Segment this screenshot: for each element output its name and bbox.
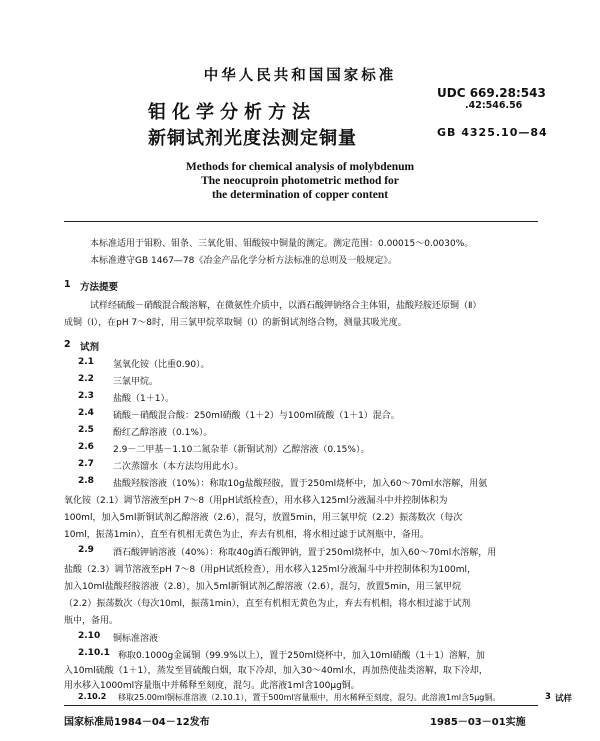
item-text-line: 铜标准溶液 [113, 634, 159, 644]
header-divider [64, 221, 538, 222]
footer-divider [64, 705, 538, 706]
item-text-line: 称取0.1000g金属铜（99.9%以上），置于250ml烧杯中，加入10ml硝酸（1＋1）溶解，加 [118, 651, 485, 661]
item-text-line: 二次蒸馏水（本方法均用此水）。 [113, 462, 244, 472]
item-text-line: 10ml，振荡1min），直至有机相无黄色为止，弃去有机相，将水相过滤于试剂瓶中，备用。 [64, 530, 429, 540]
section-2-title: 试剂 [80, 342, 100, 353]
item-text-line: 2.9－二甲基－1.10二氮杂菲（新铜试剂）乙醇溶液（0.15%）。 [113, 445, 370, 455]
item-text-line: 盐酸（1＋1）。 [113, 394, 174, 404]
udc-code-continued: .42:546.56 [465, 100, 523, 111]
gb-code: GB 4325.10—84 [437, 126, 548, 139]
title-line-1: 钼化学分析方法 [148, 102, 316, 123]
item-number: 2.6 [78, 442, 94, 452]
item-number: 2.3 [78, 391, 94, 401]
title-line-2: 新铜试剂光度法测定铜量 [148, 128, 357, 149]
item-number: 2.7 [78, 459, 94, 469]
english-title-line-2: The neocuproin photometric method for [201, 175, 399, 187]
udc-code: UDC 669.28:543 [437, 86, 546, 100]
intro-scope: 本标准适用于钼粉、钼条、三氧化钼、钼酸铵中铜量的测定。测定范围：0.00015～0.0030%。 [90, 239, 474, 249]
item-text-line: 酒石酸钾钠溶液（40%）：称取40g酒石酸钾钠，置于250ml烧杯中，加入60～70ml水溶解，用 [113, 548, 497, 558]
item-text-line: 氢氧化铵（比重0.90）。 [113, 360, 210, 370]
item-text-line: 移取25.00ml铜标准溶液（2.10.1），置于500ml容量瓶中，用水稀释至刻度，混匀。此溶 [118, 693, 438, 702]
item-text-line: 100ml，加入5ml新铜试剂乙醇溶液（2.6），混匀，放置5min，用三氯甲烷（2.2）振荡数次（每次 [64, 513, 463, 523]
item-number: 2.10 [78, 631, 101, 641]
intro-compliance: 本标准遵守GB 1467—78《冶金产品化学分析方法标准的总则及一般规定》。 [90, 256, 397, 266]
item-text-line: 酚红乙醇溶液（0.1%）。 [113, 428, 213, 438]
item-text-line: 盐酸羟胺溶液（10%）：称取10g盐酸羟胺，置于250ml烧杯中，加入60～70ml水溶解，用氨 [113, 479, 488, 489]
section-3-number: 3 [545, 692, 551, 702]
section-2-number: 2 [64, 339, 71, 350]
section-1-title: 方法提要 [80, 282, 119, 293]
section-1-text-line: 试样经硫酸－硝酸混合酸溶解，在微氨性介质中，以酒石酸钾钠络合主体钼，盐酸羟胺还原铜（Ⅱ） [90, 301, 482, 311]
item-text-line: 三氯甲烷。 [113, 377, 159, 387]
issued-date: 国家标准局1984－04－12发布 [64, 717, 210, 728]
english-title-line-1: Methods for chemical analysis of molybdenum [185, 161, 415, 173]
item-text-line: 氧化铵（2.1）调节溶液至pH 7～8（用pH试纸检查），用水移入125ml分液漏斗中并控制体积为 [64, 496, 448, 506]
effective-date: 1985－03－01实施 [430, 717, 526, 728]
item-number: 2.4 [78, 408, 94, 418]
section-3-title: 试样 [555, 694, 573, 704]
item-text-line: 用水移入1000ml容量瓶中并稀释至刻度，混匀。此溶液1ml含100μg铜。 [64, 681, 360, 691]
section-1-number: 1 [64, 279, 71, 290]
item-text-line: 盐酸（2.3）调节溶液至pH 7～8（用pH试纸检查），用水移入125ml分液漏斗中并控制体积为100ml， [64, 565, 476, 575]
item-text-line: 加入10ml盐酸羟胺溶液（2.8），加入5ml新铜试剂乙醇溶液（2.6），混匀，放置5min，用三氯甲烷 [64, 582, 462, 592]
item-number: 2.9 [78, 545, 94, 555]
english-title-line-3: the determination of copper content [211, 189, 389, 201]
country-standard-heading: 中华人民共和国国家标准 [203, 68, 397, 84]
item-number: 2.8 [78, 476, 94, 486]
item-text-line: 液1ml含5μg铜。 [438, 693, 501, 702]
item-number: 2.5 [78, 425, 94, 435]
item-text-line: 瓶中，备用。 [64, 616, 119, 626]
item-number: 2.2 [78, 374, 94, 384]
item-text-line: （2.2）振荡数次（每次10ml，振荡1min），直至有机相无黄色为止，弃去有机相，将水相过滤于试剂 [64, 599, 471, 609]
item-number: 2.1 [78, 357, 94, 367]
item-text-line: 硫酸－硝酸混合酸：250ml硝酸（1＋2）与100ml硫酸（1＋1）混合。 [113, 411, 400, 421]
item-number: 2.10.1 [78, 648, 110, 658]
item-number: 2.10.2 [78, 692, 107, 701]
item-text-line: 入10ml硫酸（1＋1），蒸发至冒硫酸白烟，取下冷却，加入30～40ml水，再加热使盐类溶解，取下冷却， [64, 666, 488, 676]
section-1-text-line: 成铜（Ⅰ），在pH 7～8时，用三氯甲烷萃取铜（Ⅰ）的新铜试剂络合物，测量其吸光度。 [64, 318, 407, 328]
